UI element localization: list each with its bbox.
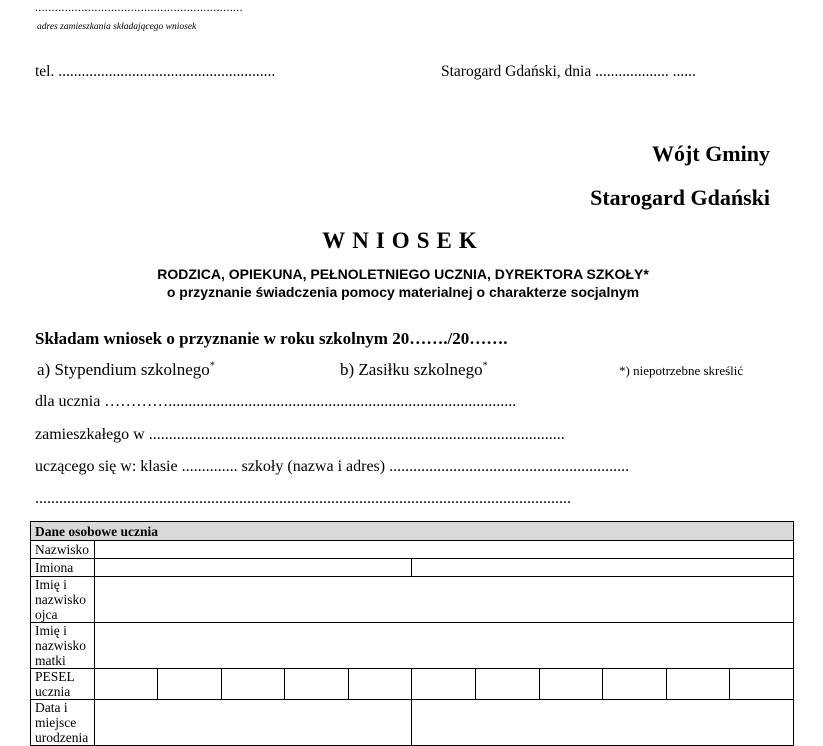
pesel-digit-cell[interactable] xyxy=(221,669,285,700)
school-field[interactable]: uczącego się w: klasie .............. szkoły (nazwa i adres) ............................................................ xyxy=(35,458,630,475)
pesel-digit-cell[interactable] xyxy=(285,669,349,700)
address-caption: adres zamieszkania składającego wniosek xyxy=(37,22,197,32)
student-name-field[interactable]: dla ucznia …………....................................................................................... xyxy=(35,393,517,410)
option-allowance-label: b) Zasiłku szkolnego xyxy=(340,360,483,379)
row-label-mother: Imię i nazwisko matki xyxy=(31,623,95,669)
row-label-surname: Nazwisko xyxy=(31,541,95,559)
pesel-digit-cell[interactable] xyxy=(94,669,158,700)
table-row xyxy=(31,669,794,700)
footnote-marker: * xyxy=(482,360,488,372)
pesel-digit-cell[interactable] xyxy=(476,669,540,700)
option-allowance[interactable] xyxy=(340,360,488,380)
document-title: WNIOSEK xyxy=(322,228,484,253)
pesel-digit-cell[interactable] xyxy=(539,669,603,700)
pesel-digit-cell[interactable] xyxy=(158,669,222,700)
table-row xyxy=(31,700,794,746)
table-row xyxy=(31,577,794,623)
birth-date-cell[interactable] xyxy=(94,700,412,746)
residence-field[interactable]: zamieszkałego w ........................................................................................................ xyxy=(35,426,565,443)
table-row xyxy=(31,623,794,669)
addressee-line-1: Wójt Gminy xyxy=(652,141,770,166)
row-label-birth: Data i miejsce urodzenia xyxy=(31,700,95,746)
row-label-first-names: Imiona xyxy=(31,559,95,577)
place-date-field[interactable]: Starogard Gdański, dnia ................... ...... xyxy=(441,63,696,80)
address-dotted-line[interactable]: ............................................................... xyxy=(35,0,243,14)
pesel-digit-cell[interactable] xyxy=(666,669,730,700)
second-name-cell[interactable] xyxy=(412,559,794,577)
pesel-digit-cell[interactable] xyxy=(412,669,476,700)
first-name-cell[interactable] xyxy=(94,559,412,577)
pesel-digit-cell[interactable] xyxy=(730,669,794,700)
additional-line-field[interactable]: ...................................................................................................................................... xyxy=(35,490,571,507)
pesel-digit-cell[interactable] xyxy=(348,669,412,700)
addressee-line-2: Starogard Gdański xyxy=(590,185,770,210)
table-header: Dane osobowe ucznia xyxy=(31,522,794,541)
row-label-pesel: PESEL ucznia xyxy=(31,669,95,700)
mother-name-cell[interactable] xyxy=(94,623,793,669)
father-name-cell[interactable] xyxy=(94,577,793,623)
birth-place-cell[interactable] xyxy=(412,700,794,746)
option-scholarship[interactable] xyxy=(37,360,215,380)
document-subtitle-1: RODZICA, OPIEKUNA, PEŁNOLETNIEGO UCZNIA, DYREKTORA SZKOŁY* xyxy=(157,266,649,282)
student-data-table xyxy=(30,521,794,746)
request-statement[interactable]: Składam wniosek o przyznanie w roku szkolnym 20……./20……. xyxy=(35,329,508,348)
surname-cell[interactable] xyxy=(94,541,793,559)
row-label-father: Imię i nazwisko ojca xyxy=(31,577,95,623)
strike-note: *) niepotrzebne skreślić xyxy=(619,363,744,378)
footnote-marker: * xyxy=(209,360,215,372)
table-row xyxy=(31,559,794,577)
document-subtitle-2: o przyznanie świadczenia pomocy materialnej o charakterze socjalnym xyxy=(166,284,640,300)
table-row xyxy=(31,541,794,559)
option-scholarship-label: a) Stypendium szkolnego xyxy=(37,360,210,379)
phone-field[interactable]: tel. ........................................................ xyxy=(35,63,276,80)
pesel-digit-cell[interactable] xyxy=(603,669,667,700)
